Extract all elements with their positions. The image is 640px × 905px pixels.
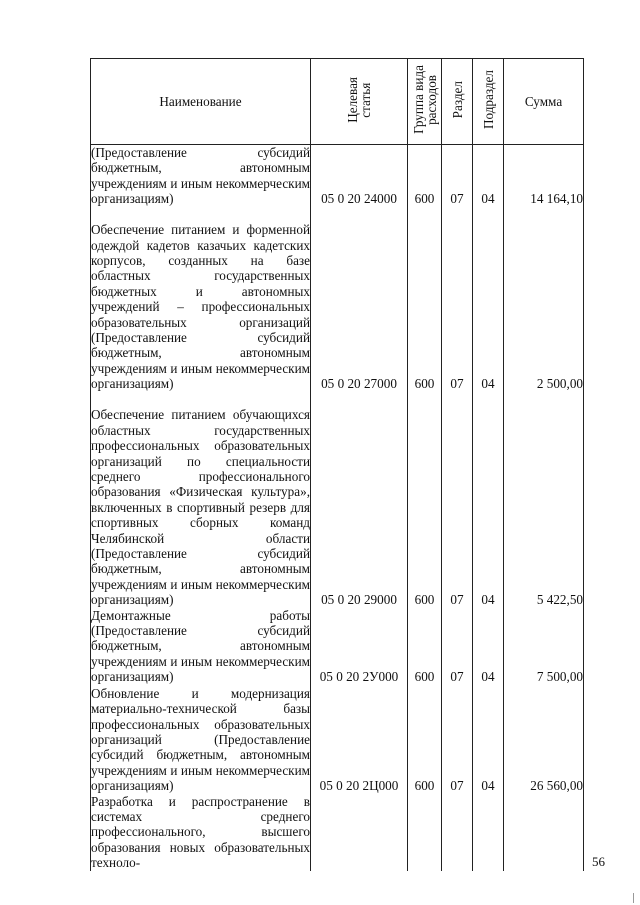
row-target: 05 0 20 24000 xyxy=(311,145,408,207)
row-name: Разработка и распространение в системах среднего профессионального, высшего образования новых образовательных техноло- xyxy=(91,793,310,871)
row-group: 600 xyxy=(408,608,442,685)
row-name: Обновление и модернизация материально-технической базы профессиональных образовательных организаций (Предоставление субсидий бюджетным, автономным учреждениям и иным некоммерческим организациям) xyxy=(91,685,310,794)
row-subsection: 04 xyxy=(473,207,504,392)
budget-table xyxy=(90,58,584,871)
header-subsection: Подраздел xyxy=(473,59,504,145)
row-section: 07 xyxy=(442,392,473,608)
scan-edge-mark xyxy=(633,893,634,903)
row-name: Обеспечение питанием обучающихся областных государственных профессиональных образовательных организаций по специальности среднего профессионального образования «Физическая культура», включенных в спортивный резерв для спортивных сборных команд Челябинской области (Предоставление субсидий бюджетным, автономным учреждениям и иным некоммерческим организациям) xyxy=(91,392,311,608)
page-number: 56 xyxy=(592,854,605,869)
row-amount: 26 560,00 xyxy=(504,685,584,794)
table-row xyxy=(91,392,584,608)
row-target: 05 0 20 27000 xyxy=(311,207,408,392)
table-row xyxy=(91,685,584,794)
row-amount: 7 500,00 xyxy=(504,608,584,685)
row-subsection: 04 xyxy=(473,392,504,608)
row-amount: 2 500,00 xyxy=(504,207,584,392)
table-row xyxy=(91,608,584,685)
header-section: Раздел xyxy=(442,59,473,145)
row-subsection xyxy=(473,794,504,871)
row-section: 07 xyxy=(442,145,473,207)
row-name: Обеспечение питанием и форменной одеждой кадетов казачьих кадетских корпусов, созданных на базе областных государственных бюджетных и автономных учреждений – профессиональных образовательных организаций (Предоставление субсидий бюджетным, автономным учреждениям и иным некоммерческим организациям) xyxy=(91,207,311,392)
row-subsection: 04 xyxy=(473,145,504,207)
table-header-row xyxy=(91,59,584,145)
header-name: Наименование xyxy=(91,59,311,145)
row-group: 600 xyxy=(408,145,442,207)
table-row xyxy=(91,207,584,392)
table-row xyxy=(91,794,584,871)
row-group: 600 xyxy=(408,685,442,794)
row-target: 05 0 20 2Ц000 xyxy=(311,685,408,794)
row-target xyxy=(311,794,408,871)
header-amount: Сумма xyxy=(504,59,584,145)
row-subsection: 04 xyxy=(473,608,504,685)
header-target: Целевая статья xyxy=(311,59,408,145)
row-amount: 5 422,50 xyxy=(504,392,584,608)
row-section xyxy=(442,794,473,871)
row-group xyxy=(408,794,442,871)
row-amount xyxy=(504,794,584,871)
row-amount: 14 164,10 xyxy=(504,145,584,207)
row-section: 07 xyxy=(442,608,473,685)
row-name: (Предоставление субсидий бюджетным, автономным учреждениям и иным некоммерческим организациям) xyxy=(91,145,310,207)
row-name: Демонтажные работы (Предоставление субсидий бюджетным, автономным учреждениям и иным некоммерческим организациям) xyxy=(91,607,310,685)
header-group: Группа вида расходов xyxy=(408,59,442,145)
row-target: 05 0 20 29000 xyxy=(311,392,408,608)
row-section: 07 xyxy=(442,685,473,794)
row-group: 600 xyxy=(408,392,442,608)
row-section: 07 xyxy=(442,207,473,392)
row-group: 600 xyxy=(408,207,442,392)
table-row xyxy=(91,145,584,207)
row-subsection: 04 xyxy=(473,685,504,794)
row-target: 05 0 20 2У000 xyxy=(311,608,408,685)
